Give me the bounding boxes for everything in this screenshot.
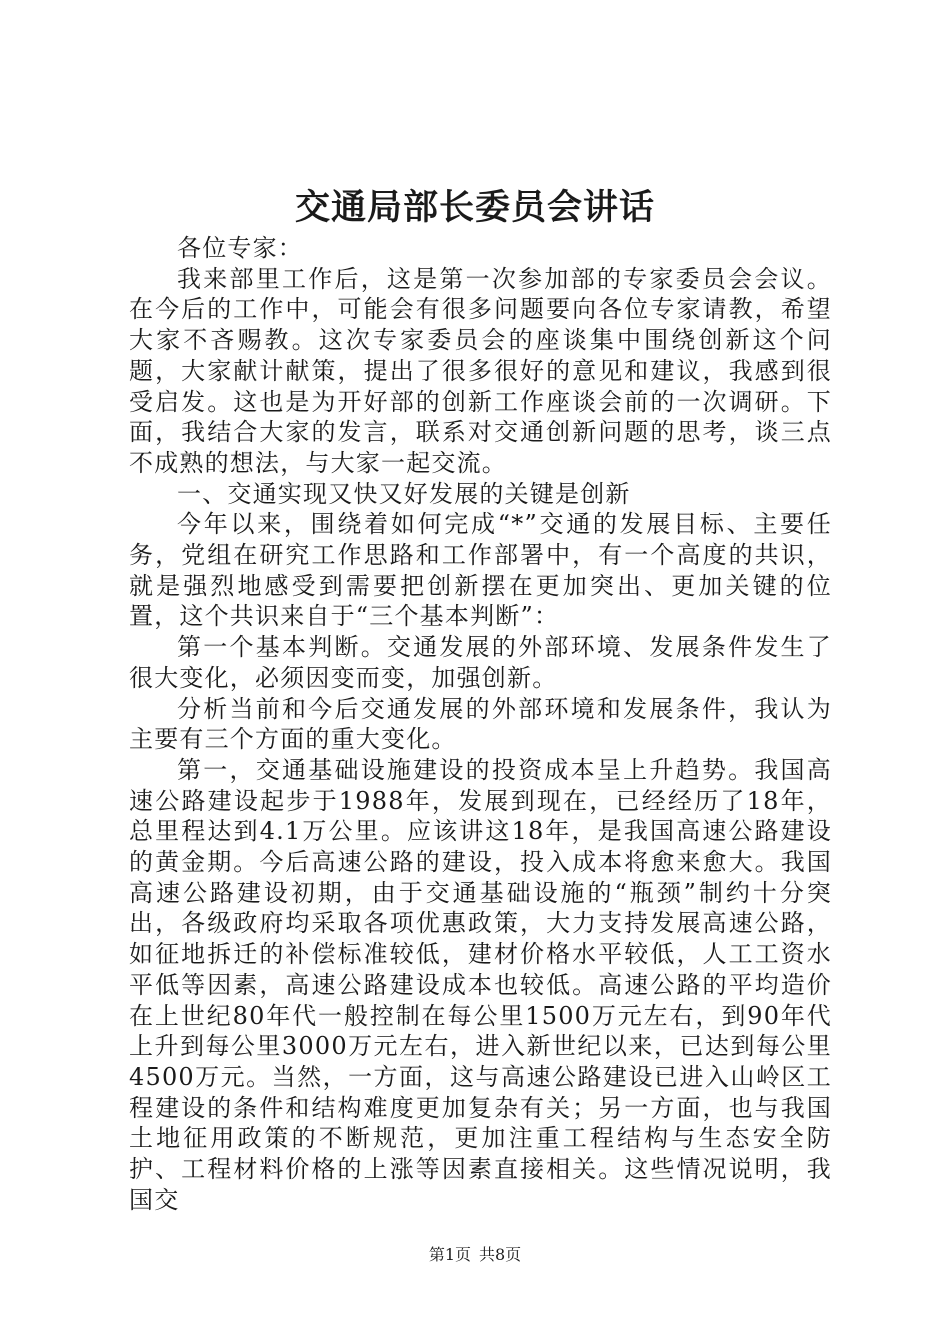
body-paragraph: 第一，交通基础设施建设的投资成本呈上升趋势。我国高速公路建设起步于1988年，发展到现在，已经经历了18年，总里程达到4.1万公里。应该讲这18年，是我国高速公路建设的黄金期。今后高速公路的建设，投入成本将愈来愈大。我国高速公路建设初期，由于交通基础设施的“瓶颈”制约十分突出，各级政府均采取各项优惠政策，大力支持发展高速公路，如征地拆迁的补偿标准较低，建材价格水平较低，人工工资水平低等因素，高速公路建设成本也较低。高速公路的平均造价在上世纪80年代一般控制在每公里1500万元左右，到90年代上升到每公里3000万元左右，进入新世纪以来，已达到每公里4500万元。当然，一方面，这与高速公路建设已进入山岭区工程建设的条件和结构难度更加复杂有关；另一方面，也与我国土地征用政策的不断规范，更加注重工程结构与生态安全防护、工程材料价格的上涨等因素直接相关。这些情况说明，我国交 xyxy=(129,755,832,1214)
salutation-paragraph: 各位专家： xyxy=(177,234,303,262)
document-body xyxy=(129,233,832,1216)
page-footer xyxy=(0,1244,950,1266)
page-total: 共8页 xyxy=(479,1245,522,1264)
body-paragraph: 第一个基本判断。交通发展的外部环境、发展条件发生了很大变化，必须因变而变，加强创新。 xyxy=(129,633,832,692)
body-paragraph: 分析当前和今后交通发展的外部环境和发展条件，我认为主要有三个方面的重大变化。 xyxy=(129,694,832,754)
section-heading: 一、交通实现又快又好发展的关键是创新 xyxy=(177,479,631,508)
document-title: 交通局部长委员会讲话 xyxy=(294,187,655,228)
page-number: 第1页 xyxy=(428,1245,471,1264)
body-paragraph: 今年以来，围绕着如何完成“*”交通的发展目标、主要任务，党组在研究工作思路和工作部署中，有一个高度的共识，就是强烈地感受到需要把创新摆在更加突出、更加关键的位置，这个共识来自于“三个基本判断”： xyxy=(129,510,832,631)
body-paragraph: 我来部里工作后，这是第一次参加部的专家委员会会议。在今后的工作中，可能会有很多问题要向各位专家请教，希望大家不吝赐教。这次专家委员会的座谈集中围绕创新这个问题，大家献计献策，提出了很多很好的意见和建议，我感到很受启发。这也是为开好部的创新工作座谈会前的一次调研。下面，我结合大家的发言，联系对交通创新问题的思考，谈三点不成熟的想法，与大家一起交流。 xyxy=(129,264,832,477)
